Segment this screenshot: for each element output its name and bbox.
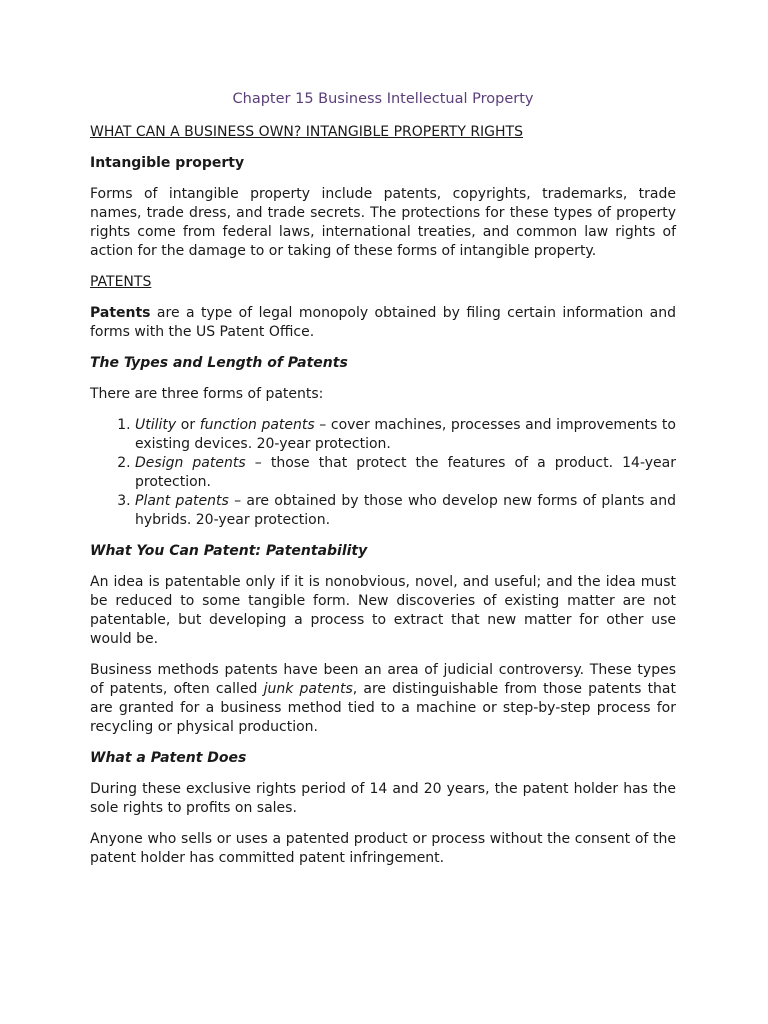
list-item — [135, 416, 676, 454]
list-item-text: – cover machines, processes and improvements to existing devices. 20-year protection. — [135, 417, 676, 452]
types-heading: The Types and Length of Patents — [90, 355, 348, 371]
patents-heading: PATENTS — [90, 274, 152, 290]
patent-does-heading: What a Patent Does — [90, 750, 247, 766]
patents-intro-paragraph — [90, 304, 676, 342]
business-methods-paragraph — [90, 661, 676, 737]
document-page — [90, 88, 676, 880]
paragraph-text: Business methods patents have been an area of judicial controversy. These types of patents, often called — [90, 662, 676, 697]
intangible-property-heading: Intangible property — [90, 155, 245, 171]
design-patents-term: Design patents — [135, 455, 246, 471]
main-section-heading: WHAT CAN A BUSINESS OWN? INTANGIBLE PROPERTY RIGHTS — [90, 124, 523, 140]
list-item — [135, 492, 676, 530]
patentability-heading: What You Can Patent: Patentability — [90, 543, 368, 559]
patents-term: Patents — [90, 305, 151, 321]
utility-term: Utility — [135, 417, 177, 433]
patent-types-list — [90, 416, 676, 530]
exclusive-rights-paragraph: During these exclusive rights period of 14 and 20 years, the patent holder has the sole rights to profits on sales. — [90, 781, 676, 816]
patentability-paragraph: An idea is patentable only if it is nonobvious, novel, and useful; and the idea must be reduced to some tangible form. New discoveries of existing matter are not patentable, but developing a process to extract that new matter for other use would be. — [90, 574, 676, 647]
patents-intro-text: are a type of legal monopoly obtained by filing certain information and forms with the US Patent Office. — [90, 305, 676, 340]
chapter-title: Chapter 15 Business Intellectual Property — [232, 91, 534, 107]
junk-patents-term: junk patents — [263, 681, 353, 697]
paragraph-text: , are distinguishable from those patents that are granted for a business method tied to a machine or step-by-step process for recycling or physical production. — [90, 681, 676, 735]
intangible-property-paragraph: Forms of intangible property include patents, copyrights, trademarks, trade names, trade dress, and trade secrets. The protections for these types of property rights come from federal laws, international treaties, and common law rights of action for the damage to or taking of these forms of intangible property. — [90, 186, 676, 259]
infringement-paragraph: Anyone who sells or uses a patented product or process without the consent of the patent holder has committed patent infringement. — [90, 831, 676, 866]
list-item — [135, 454, 676, 492]
list-item-text: – those that protect the features of a product. 14-year protection. — [135, 455, 677, 490]
list-item-text: or — [176, 417, 200, 433]
list-item-text: – are obtained by those who develop new forms of plants and hybrids. 20-year protection. — [135, 493, 676, 528]
plant-patents-term: Plant patents — [135, 493, 229, 509]
function-patents-term: function patents — [199, 417, 315, 433]
types-intro: There are three forms of patents: — [90, 386, 324, 402]
